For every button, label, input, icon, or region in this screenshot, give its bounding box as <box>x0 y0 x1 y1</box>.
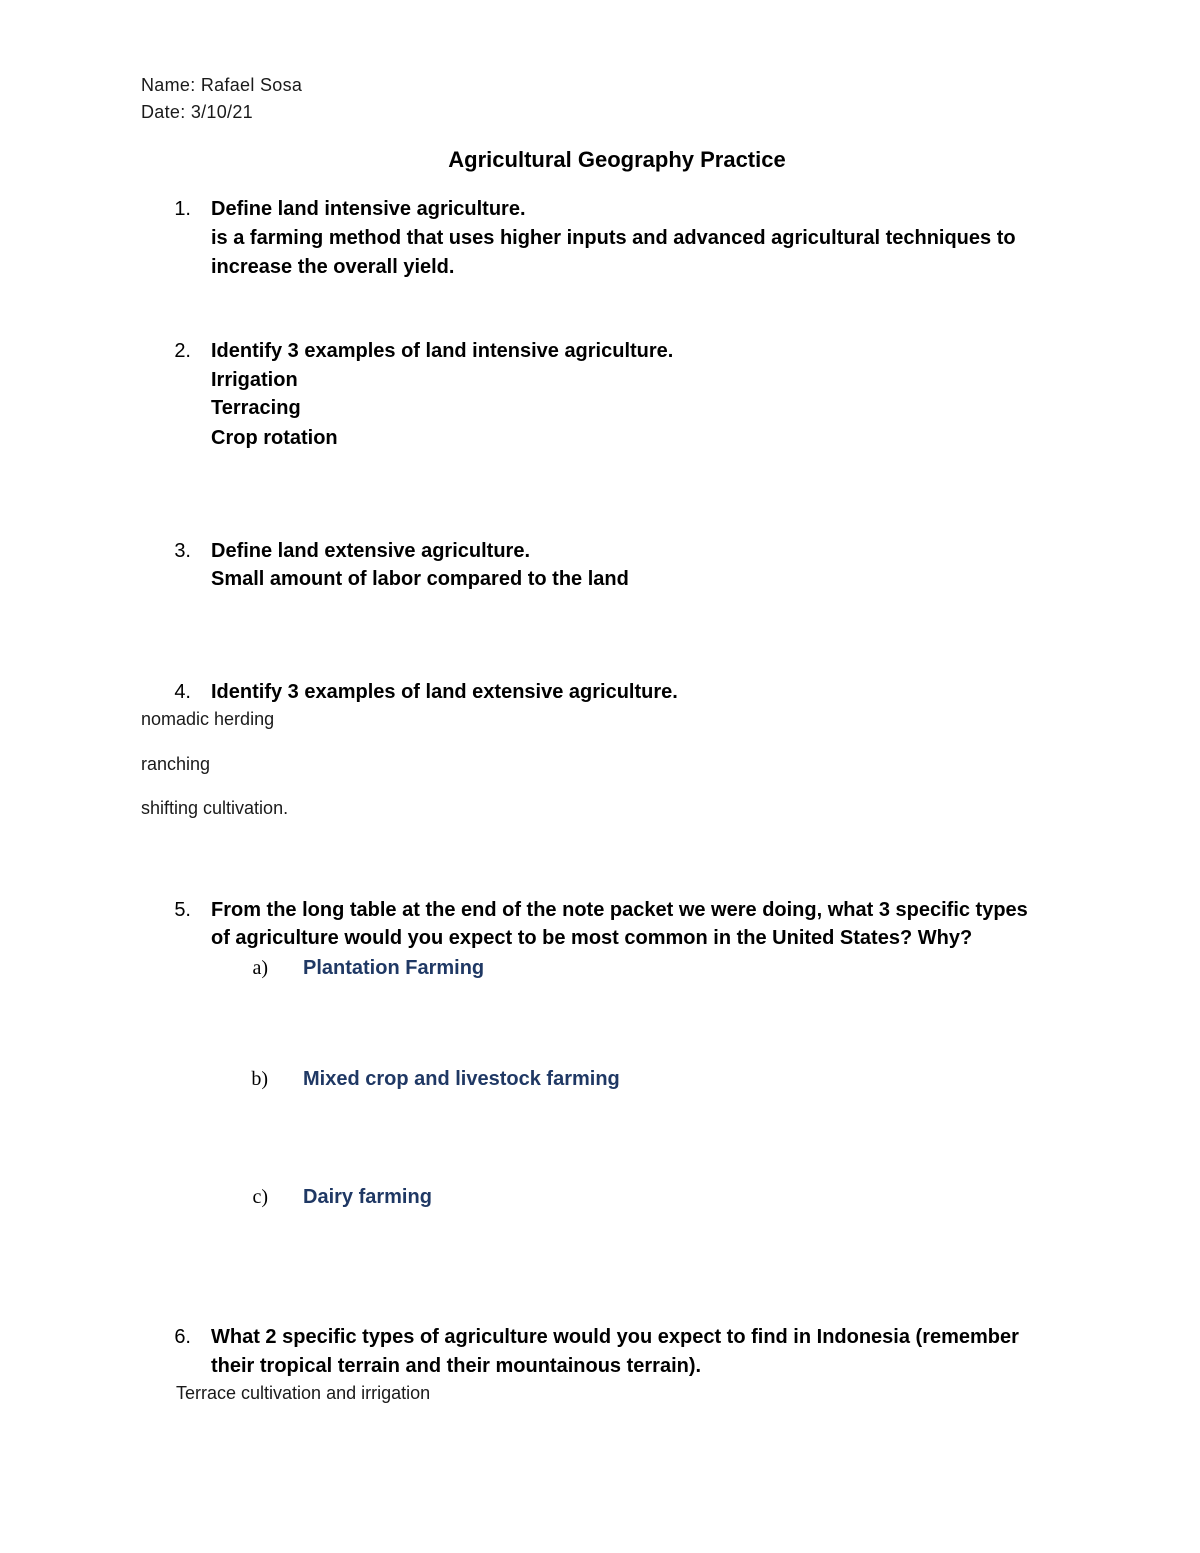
question-prompt: Define land intensive agriculture. <box>211 198 526 220</box>
question-prompt: What 2 specific types of agriculture would you expect to find in Indonesia (remember <box>211 1326 1019 1348</box>
question-prompt: their tropical terrain and their mountainous terrain). <box>211 1355 702 1377</box>
answer-line: Terracing <box>211 397 301 419</box>
question-number: 1. <box>174 198 191 220</box>
question-prompt: Define land extensive agriculture. <box>211 540 530 562</box>
question-prompt: Identify 3 examples of land extensive agriculture. <box>211 681 678 703</box>
question-number: 6. <box>174 1326 191 1348</box>
student-name: Name: Rafael Sosa <box>141 75 303 95</box>
sub-answer: Plantation Farming <box>303 957 485 979</box>
question-number: 5. <box>174 899 191 921</box>
answer-line: increase the overall yield. <box>211 256 455 278</box>
answer-line: Crop rotation <box>211 427 338 449</box>
answer-line: Irrigation <box>211 369 298 391</box>
answer-line: nomadic herding <box>141 709 275 729</box>
sub-answer: Dairy farming <box>303 1186 432 1208</box>
question-number: 2. <box>174 340 191 362</box>
question-prompt: Identify 3 examples of land intensive agriculture. <box>211 340 674 362</box>
sub-answer-letter: a) <box>252 957 268 979</box>
question-number: 3. <box>174 540 191 562</box>
answer-line: Small amount of labor compared to the land <box>211 568 629 590</box>
answer-line: shifting cultivation. <box>141 798 289 818</box>
question-prompt: From the long table at the end of the note packet we were doing, what 3 specific types <box>211 899 1028 921</box>
answer-line: is a farming method that uses higher inputs and advanced agricultural techniques to <box>211 227 1016 249</box>
sub-answer-letter: c) <box>252 1186 268 1208</box>
question-number: 4. <box>174 681 191 703</box>
page-title: Agricultural Geography Practice <box>448 147 786 172</box>
sub-answer-letter: b) <box>251 1068 268 1090</box>
answer-line: ranching <box>141 754 211 774</box>
answer-line: Terrace cultivation and irrigation <box>176 1383 431 1403</box>
assignment-date: Date: 3/10/21 <box>141 102 253 122</box>
sub-answer: Mixed crop and livestock farming <box>303 1068 620 1090</box>
question-prompt: of agriculture would you expect to be most common in the United States? Why? <box>211 927 973 949</box>
